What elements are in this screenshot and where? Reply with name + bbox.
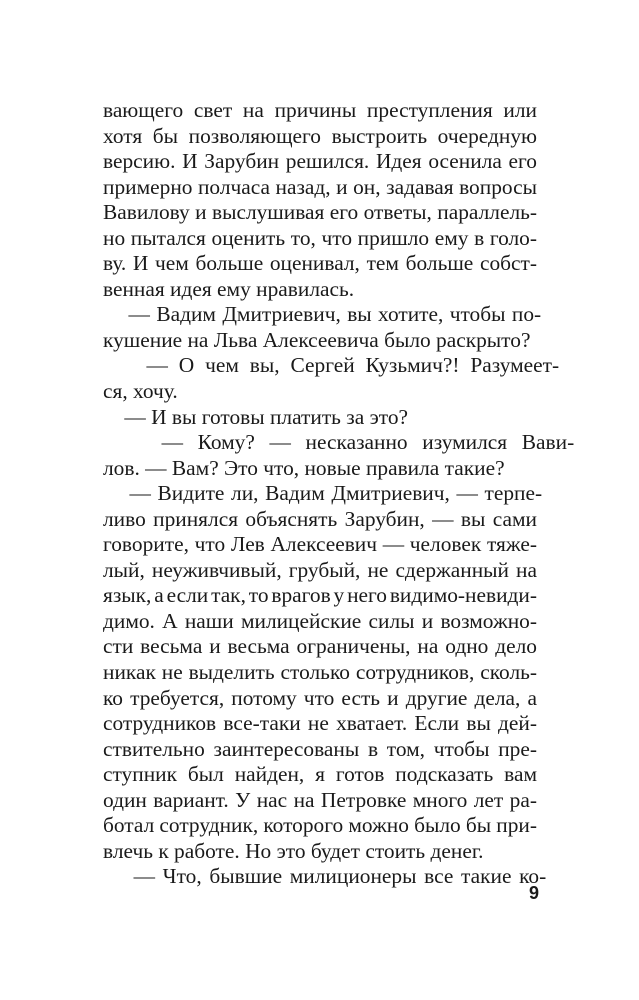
text-line: версию. И Зарубин решился. Идея осенила его bbox=[103, 149, 537, 174]
text-line: — Видите ли, Вадим Дмитриевич, — терпе- bbox=[103, 481, 543, 506]
text-line: язык, а если так, то врагов у него видимо-невиди- bbox=[103, 583, 537, 608]
text-line: сти весьма и весьма ограничены, на одно дело bbox=[103, 634, 537, 659]
text-line: ко требуется, потому что есть и другие дела, а bbox=[103, 685, 537, 710]
text-line: ву. И чем больше оценивал, тем больше собст- bbox=[103, 251, 537, 276]
text-line: — И вы готовы платить за это? bbox=[103, 404, 409, 429]
text-line: Вавилову и выслушивая его ответы, параллель- bbox=[103, 200, 537, 225]
text-line: но пытался оценить то, что пришло ему в голо- bbox=[103, 225, 537, 250]
text-line: кушение на Льва Алексеевича было раскрыто? bbox=[103, 327, 531, 352]
text-line: — О чем вы, Сергей Кузьмич?! Разумеет- bbox=[103, 353, 560, 378]
text-line: никак не выделить столько сотрудников, сколь- bbox=[103, 660, 537, 685]
text-line: примерно полчаса назад, и он, задавая вопросы bbox=[103, 174, 537, 199]
text-line: — Вадим Дмитриевич, вы хотите, чтобы по- bbox=[103, 302, 542, 327]
text-line: говорите, что Лев Алексеевич — человек тяже- bbox=[103, 532, 537, 557]
body-text bbox=[103, 98, 575, 890]
text-line: вающего свет на причины преступления или bbox=[103, 98, 537, 122]
text-line: лов. — Вам? Это что, новые правила такие? bbox=[103, 455, 505, 480]
text-line: хотя бы позволяющего выстроить очередную bbox=[103, 123, 537, 148]
text-line: один вариант. У нас на Петровке много лет ра- bbox=[103, 787, 537, 812]
page-number: 9 bbox=[528, 883, 539, 903]
text-line: ствительно заинтересованы в том, чтобы пре- bbox=[103, 736, 537, 761]
text-line: венная идея ему нравилась. bbox=[103, 276, 355, 301]
text-line: ступник был найден, я готов подсказать вам bbox=[103, 762, 537, 787]
text-line: ся, хочу. bbox=[103, 379, 178, 404]
text-line: лый, неуживчивый, грубый, не сдержанный на bbox=[103, 557, 537, 582]
text-line: — Кому? — несказанно изумился Вави- bbox=[103, 430, 575, 455]
text-line: димо. А наши милицейские силы и возможно- bbox=[103, 608, 537, 633]
text-line: сотрудников все-таки не хватает. Если вы дей- bbox=[103, 711, 537, 736]
text-line: — Что, бывшие милиционеры все такие ко- bbox=[103, 864, 547, 889]
text-line: ливо принялся объяснять Зарубин, — вы сами bbox=[103, 506, 537, 531]
text-line: влечь к работе. Но это будет стоить денег. bbox=[103, 838, 484, 863]
text-line: ботал сотрудник, которого можно было бы при- bbox=[103, 813, 537, 838]
